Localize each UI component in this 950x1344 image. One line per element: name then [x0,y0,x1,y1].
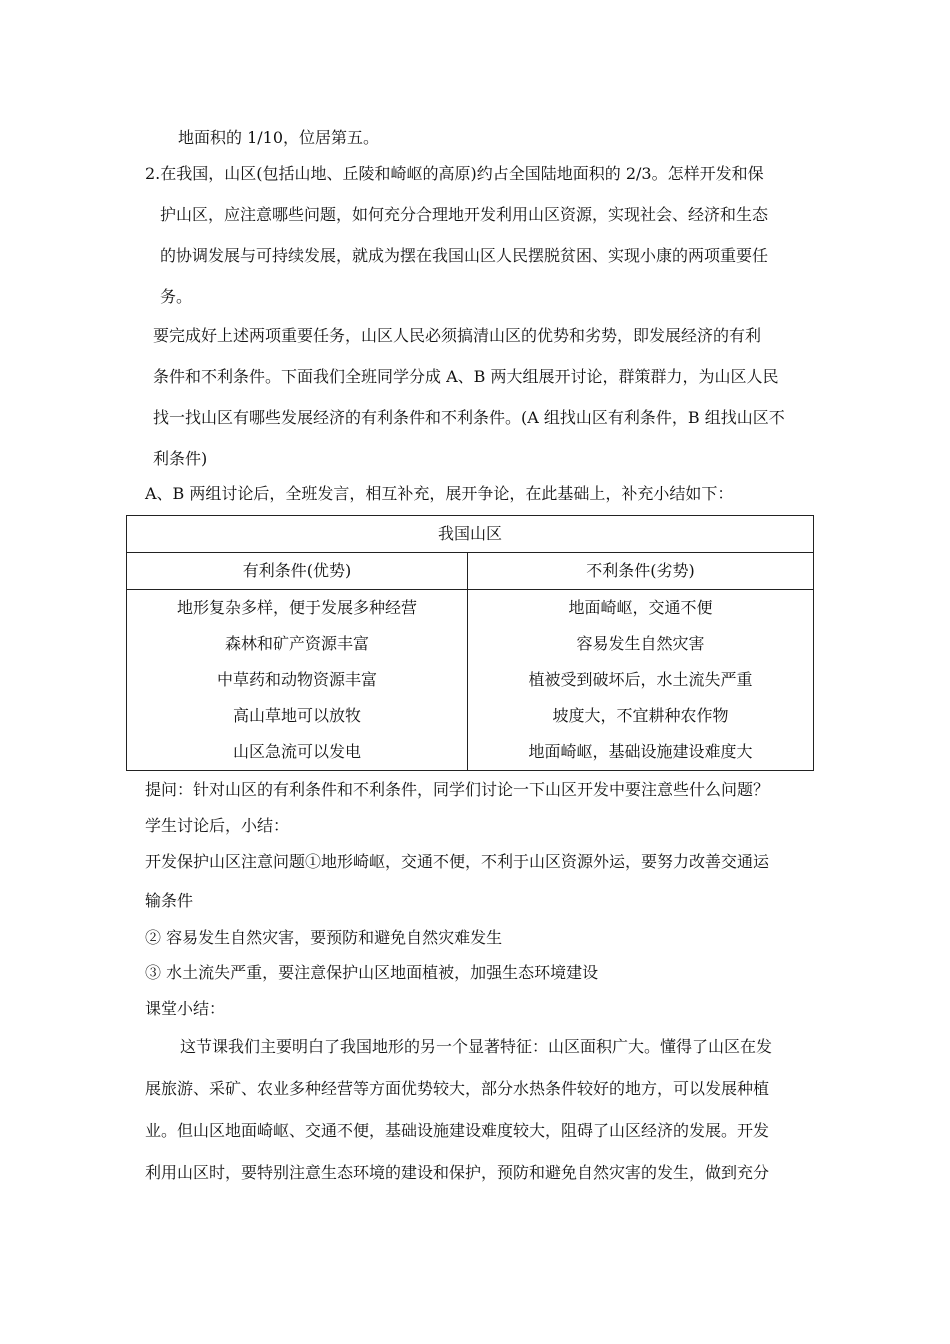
text-line: 学生讨论后，小结： [145,816,290,835]
text-line: 地面积的 1/10，位居第五。 [178,128,380,147]
disadvantage-item: 地面崎岖，交通不便 [568,598,713,617]
text-line: 找一找山区有哪些发展经济的有利条件和不利条件。(A 组找山区有利条件，B 组找山区不 [153,408,785,427]
disadvantage-item: 容易发生自然灾害 [576,634,705,653]
advantage-item: 森林和矿产资源丰富 [224,634,369,653]
disadvantage-item: 坡度大，不宜耕种农作物 [552,706,729,725]
question-line: 提问：针对山区的有利条件和不利条件，同学们讨论一下山区开发中要注意些什么问题？ [145,780,770,799]
text-line: 护山区，应注意哪些问题，如何充分合理地开发利用山区资源，实现社会、经济和生态 [160,205,769,224]
text-line: 2.在我国，山区(包括山地、丘陵和崎岖的高原)约占全国陆地面积的 2/3。怎样开发和保 [145,164,764,183]
text-line: 要完成好上述两项重要任务，山区人民必须搞清山区的优势和劣势，即发展经济的有利 [153,326,762,345]
text-line: ③ 水土流失严重，要注意保护山区地面植被，加强生态环境建设 [145,963,599,982]
disadvantages-column [468,590,814,771]
text-line: A、B 两组讨论后，全班发言，相互补充，展开争论，在此基础上，补充小结如下： [145,484,734,503]
disadvantage-item: 地面崎岖，基础设施建设难度大 [528,742,753,761]
advantage-item: 地形复杂多样，便于发展多种经营 [176,598,417,617]
conditions-table [126,515,814,771]
table-title: 我国山区 [127,516,814,553]
disadvantage-item: 植被受到破坏后，水土流失严重 [528,670,753,689]
text-line: 利条件) [153,449,208,468]
text-line: 展旅游、采矿、农业多种经营等方面优势较大，部分水热条件较好的地方，可以发展种植 [145,1079,770,1098]
advantage-item: 中草药和动物资源丰富 [216,670,377,689]
text-line: 输条件 [145,891,194,910]
advantage-item: 高山草地可以放牧 [232,706,361,725]
text-line: 开发保护山区注意问题①地形崎岖，交通不便，不利于山区资源外运，要努力改善交通运 [145,852,770,871]
text-line: 条件和不利条件。下面我们全班同学分成 A、B 两大组展开讨论，群策群力，为山区人民 [153,367,779,386]
text-line: ② 容易发生自然灾害，要预防和避免自然灾难发生 [145,928,503,947]
advantages-header: 有利条件(优势) [127,553,468,590]
text-line: 利用山区时，要特别注意生态环境的建设和保护，预防和避免自然灾害的发生，做到充分 [145,1163,770,1182]
text-line: 这节课我们主要明白了我国地形的另一个显著特征：山区面积广大。懂得了山区在发 [180,1037,773,1056]
advantages-column [127,590,468,771]
advantage-item: 山区急流可以发电 [232,742,361,761]
text-line: 的协调发展与可持续发展，就成为摆在我国山区人民摆脱贫困、实现小康的两项重要任 [160,246,769,265]
text-line: 务。 [160,287,193,306]
text-line: 业。但山区地面崎岖、交通不便，基础设施建设难度较大，阻碍了山区经济的发展。开发 [145,1121,770,1140]
section-heading: 课堂小结： [145,999,226,1018]
disadvantages-header: 不利条件(劣势) [468,553,814,590]
